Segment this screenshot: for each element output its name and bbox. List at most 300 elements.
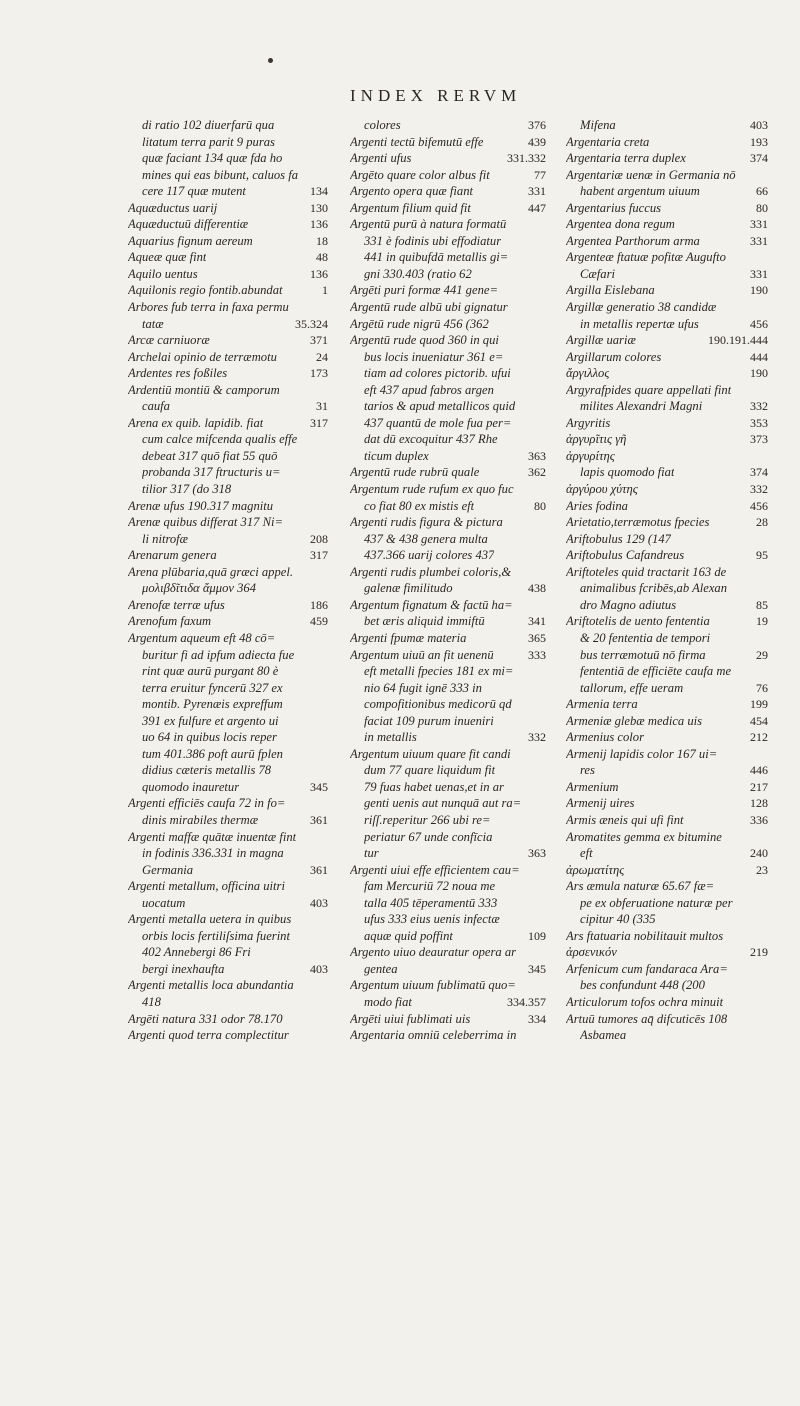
- entry-text: dinis mirabiles thermæ: [142, 812, 259, 827]
- entry-text: genti uenis aut nunquā aut ra=: [364, 796, 522, 811]
- index-entry: [128, 597, 328, 614]
- entry-text: Argentū rude albū ubi gignatur: [350, 300, 508, 315]
- index-entry: [566, 498, 768, 515]
- entry-text: & 20 fententia de tempori: [580, 630, 711, 645]
- entry-text: 331 è fodinis ubi effodiatur: [364, 233, 502, 248]
- entry-text: Arena plūbaria,quā græci appel.: [128, 564, 293, 579]
- entry-text: litatum terra parit 9 puras: [142, 134, 275, 149]
- index-entry: [350, 729, 546, 746]
- entry-text: Armeniæ glebæ medica uis: [566, 713, 703, 728]
- entry-text: ἀργυρίτης: [566, 448, 615, 463]
- index-entry: [350, 746, 546, 763]
- index-entry: [128, 431, 328, 448]
- entry-text: Argentea dona regum: [566, 217, 675, 232]
- entry-page-number: 333: [528, 647, 546, 662]
- entry-text: Arena ex quib. lapidib. fiat: [128, 415, 264, 430]
- index-entry: [566, 249, 768, 266]
- index-entry: [350, 762, 546, 779]
- index-entry: [128, 696, 328, 713]
- index-entry: [350, 183, 546, 200]
- entry-text: mines qui eas bibunt, caluos fa: [142, 167, 299, 182]
- entry-page-number: 23: [756, 862, 768, 877]
- index-entry: [128, 779, 328, 796]
- entry-text: Argentea Parthorum arma: [566, 233, 700, 248]
- index-entry: [566, 762, 768, 779]
- entry-page-number: 217: [750, 779, 768, 794]
- entry-text: Arenarum genera: [128, 548, 217, 563]
- index-entry: [350, 299, 546, 316]
- entry-page-number: 447: [528, 200, 546, 215]
- index-entry: [566, 845, 768, 862]
- entry-page-number: 240: [750, 846, 768, 861]
- index-entry: [350, 431, 546, 448]
- entry-page-number: 136: [310, 266, 328, 281]
- entry-page-number: 331: [750, 217, 768, 232]
- index-entry: [566, 647, 768, 664]
- entry-text: rint quæ aurū purgant 80 è: [142, 664, 279, 679]
- entry-text: co fiat 80 ex mistis eft: [364, 498, 475, 513]
- index-entry: [128, 564, 328, 581]
- entry-page-number: 345: [310, 779, 328, 794]
- entry-text: Argentum uiuum quare fit candi: [350, 746, 511, 761]
- index-entry: [566, 613, 768, 630]
- entry-text: galenæ fimilitudo: [364, 581, 453, 596]
- entry-page-number: 361: [310, 862, 328, 877]
- entry-page-number: 361: [310, 812, 328, 827]
- index-entry: [128, 1011, 328, 1028]
- entry-page-number: 186: [310, 597, 328, 612]
- entry-page-number: 208: [310, 531, 328, 546]
- entry-text: cere 117 quæ mutent: [142, 184, 246, 199]
- index-entry: [350, 663, 546, 680]
- index-entry: [350, 1027, 546, 1044]
- entry-text: Argentum fignatum & factū ha=: [350, 597, 513, 612]
- entry-text: cipitur 40 (335: [580, 912, 656, 927]
- index-entry: [128, 332, 328, 349]
- entry-text: Aquilonis regio fontib.abundat: [128, 283, 283, 298]
- index-entry: [566, 746, 768, 763]
- entry-text: Armenius color: [566, 730, 645, 745]
- index-entry: [350, 134, 546, 151]
- index-entry: [350, 382, 546, 399]
- entry-text: Germania: [142, 862, 194, 877]
- entry-text: ἀργυρῖτις γῆ: [566, 432, 627, 447]
- entry-page-number: 317: [310, 415, 328, 430]
- index-entry: [128, 845, 328, 862]
- entry-page-number: 28: [756, 515, 768, 530]
- index-entry: [566, 829, 768, 846]
- entry-page-number: 456: [750, 498, 768, 513]
- entry-page-number: 341: [528, 614, 546, 629]
- index-entry: [128, 415, 328, 432]
- entry-text: res: [580, 763, 595, 778]
- entry-text: Argenti efficiēs caufa 72 in fo=: [128, 796, 286, 811]
- entry-text: terra eruitur fyncerū 327 ex: [142, 680, 283, 695]
- entry-text: Argenti fpumæ materia: [350, 630, 467, 645]
- entry-page-number: 334.357: [507, 994, 546, 1009]
- entry-page-number: 190: [750, 366, 768, 381]
- entry-text: Aquæductuū differentiæ: [128, 217, 249, 232]
- index-entry: [350, 845, 546, 862]
- entry-text: Ardentiū montiū & camporum: [128, 382, 280, 397]
- index-entry: [350, 696, 546, 713]
- index-entry: [566, 531, 768, 548]
- index-entry: [566, 200, 768, 217]
- index-entry: [566, 316, 768, 333]
- index-entry: [128, 878, 328, 895]
- entry-text: animalibus fcribēs,ab Alexan: [580, 581, 728, 596]
- entry-text: tilior 317 (do 318: [142, 482, 232, 497]
- entry-page-number: 173: [310, 366, 328, 381]
- entry-page-number: 212: [750, 730, 768, 745]
- entry-text: lapis quomodo fiat: [580, 465, 675, 480]
- entry-page-number: 18: [316, 233, 328, 248]
- entry-page-number: 371: [310, 333, 328, 348]
- index-entry: [350, 332, 546, 349]
- index-entry: [350, 233, 546, 250]
- entry-page-number: 190: [750, 283, 768, 298]
- index-entry: [350, 316, 546, 333]
- index-entry: [566, 382, 768, 399]
- entry-text: caufa: [142, 399, 170, 414]
- entry-page-number: 446: [750, 763, 768, 778]
- index-column-3: [566, 117, 768, 1044]
- index-entry: [128, 944, 328, 961]
- index-entry: [566, 365, 768, 382]
- entry-text: Argilla Eislebana: [566, 283, 655, 298]
- index-entry: [350, 911, 546, 928]
- entry-text: montib. Pyrenæis expreffum: [142, 697, 283, 712]
- entry-text: tum 401.386 poft aurū fplen: [142, 746, 283, 761]
- entry-text: Argentarius fuccus: [566, 200, 662, 215]
- entry-text: in metallis: [364, 730, 417, 745]
- entry-text: Argenti metalla uetera in quibus: [128, 912, 292, 927]
- entry-page-number: 403: [310, 961, 328, 976]
- entry-page-number: 456: [750, 316, 768, 331]
- index-entry: [128, 514, 328, 531]
- entry-text: gentea: [364, 961, 398, 976]
- entry-page-number: 345: [528, 961, 546, 976]
- entry-text: Ariftoteles quid tractarit 163 de: [566, 564, 727, 579]
- index-entry: [350, 713, 546, 730]
- index-entry: [350, 564, 546, 581]
- entry-text: Armis æneis qui ufi fint: [566, 812, 684, 827]
- entry-page-number: 454: [750, 713, 768, 728]
- entry-text: ticum duplex: [364, 448, 429, 463]
- entry-page-number: 77: [534, 167, 546, 182]
- entry-text: 418: [142, 994, 161, 1009]
- index-entry: [128, 266, 328, 283]
- index-entry: [128, 829, 328, 846]
- entry-text: Argenti ufus: [350, 151, 412, 166]
- entry-page-number: 332: [750, 482, 768, 497]
- index-entry: [566, 580, 768, 597]
- index-entry: [128, 316, 328, 333]
- index-entry: [566, 134, 768, 151]
- index-entry: [566, 994, 768, 1011]
- index-entry: [128, 481, 328, 498]
- entry-text: faciat 109 purum inueniri: [364, 713, 494, 728]
- entry-text: quæ faciant 134 quæ fda ho: [142, 151, 283, 166]
- entry-text: 402 Annebergi 86 Fri: [142, 945, 251, 960]
- index-entry: [350, 547, 546, 564]
- index-entry: [128, 117, 328, 134]
- entry-text: uocatum: [142, 895, 186, 910]
- index-entry: [566, 680, 768, 697]
- entry-page-number: 134: [310, 184, 328, 199]
- entry-text: 79 fuas habet uenas,et in ar: [364, 779, 504, 794]
- index-entry: [350, 200, 546, 217]
- entry-page-number: 336: [750, 812, 768, 827]
- entry-text: Argenti maffæ quātæ inuentæ fint: [128, 829, 297, 844]
- index-entry: [128, 233, 328, 250]
- index-entry: [350, 266, 546, 283]
- entry-page-number: 95: [756, 548, 768, 563]
- index-entry: [350, 580, 546, 597]
- entry-page-number: 353: [750, 415, 768, 430]
- entry-text: Ars æmula naturæ 65.67 fæ=: [566, 879, 715, 894]
- index-entry: [350, 961, 546, 978]
- entry-text: μολιβδῖτιδα ἄμμον 364: [142, 581, 256, 596]
- entry-text: Armenia terra: [566, 697, 638, 712]
- entry-text: didius cæteris metallis 78: [142, 763, 272, 778]
- entry-page-number: 365: [528, 630, 546, 645]
- index-entry: [566, 944, 768, 961]
- entry-text: Argento opera quæ fiant: [350, 184, 474, 199]
- entry-text: Cæfari: [580, 266, 615, 281]
- index-entry: [350, 895, 546, 912]
- index-entry: [350, 448, 546, 465]
- entry-text: eft: [580, 846, 593, 861]
- entry-text: Argēto quare color albus fit: [350, 167, 490, 182]
- entry-page-number: 332: [528, 730, 546, 745]
- entry-text: Argillæ uariæ: [566, 333, 636, 348]
- entry-text: Argentaria omniū celeberrima in: [350, 1028, 517, 1043]
- entry-page-number: 331: [750, 233, 768, 248]
- entry-text: eft metalli fpecies 181 ex mi=: [364, 664, 514, 679]
- entry-text: ἀρωματίτης: [566, 862, 625, 877]
- entry-text: Aries fodina: [566, 498, 628, 513]
- index-entry: [350, 216, 546, 233]
- index-entry: [566, 266, 768, 283]
- entry-text: fententiā de efficiēte caufa me: [580, 664, 732, 679]
- entry-page-number: 1: [322, 283, 328, 298]
- entry-text: habent argentum uiuum: [580, 184, 700, 199]
- entry-page-number: 459: [310, 614, 328, 629]
- entry-text: Argēti uiui fublimati uis: [350, 1011, 471, 1026]
- entry-text: Arenæ quibus differat 317 Ni=: [128, 515, 283, 530]
- index-entry: [128, 216, 328, 233]
- index-entry: [128, 1027, 328, 1044]
- index-entry: [128, 630, 328, 647]
- index-entry: [566, 812, 768, 829]
- index-entry: [128, 680, 328, 697]
- index-entry: [566, 713, 768, 730]
- entry-text: Aqueæ quæ fint: [128, 250, 207, 265]
- entry-text: colores: [364, 118, 401, 132]
- entry-text: Archelai opinio de terræmotu: [128, 349, 277, 364]
- entry-text: tarios & apud metallicos quid: [364, 399, 516, 414]
- index-entry: [350, 878, 546, 895]
- index-entry: [128, 729, 328, 746]
- index-entry: [128, 349, 328, 366]
- index-entry: [566, 928, 768, 945]
- entry-text: Arfenicum cum fandaraca Ara=: [566, 961, 728, 976]
- index-entry: [566, 597, 768, 614]
- entry-page-number: 31: [316, 399, 328, 414]
- index-entry: [566, 150, 768, 167]
- entry-page-number: 193: [750, 134, 768, 149]
- index-entry: [128, 531, 328, 548]
- entry-text: Argentaria creta: [566, 134, 650, 149]
- index-entry: [566, 795, 768, 812]
- entry-text: Argentaria terra duplex: [566, 151, 686, 166]
- index-entry: [566, 233, 768, 250]
- entry-text: Argenti metallum, officina uitri: [128, 879, 285, 894]
- entry-text: milites Alexandri Magni: [580, 399, 703, 414]
- index-entry: [128, 762, 328, 779]
- entry-text: Mifena: [580, 118, 616, 132]
- entry-text: Argenti rudis figura & pictura: [350, 515, 503, 530]
- index-entry: [350, 680, 546, 697]
- entry-text: uo 64 in quibus locis reper: [142, 730, 277, 745]
- index-entry: [128, 282, 328, 299]
- entry-text: dum 77 quare liquidum fit: [364, 763, 496, 778]
- index-entry: [566, 448, 768, 465]
- entry-page-number: 439: [528, 134, 546, 149]
- index-entry: [566, 630, 768, 647]
- entry-text: buritur fi ad ipfum adiecta fue: [142, 647, 295, 662]
- entry-text: bet æris aliquid immiftū: [364, 614, 485, 629]
- entry-page-number: 136: [310, 217, 328, 232]
- entry-text: Arenæ ufus 190.317 magnitu: [128, 498, 274, 513]
- index-entry: [350, 613, 546, 630]
- index-entry: [128, 448, 328, 465]
- entry-page-number: 332: [750, 399, 768, 414]
- index-entry: [566, 299, 768, 316]
- entry-text: Arbores fub terra in faxa permu: [128, 300, 289, 315]
- entry-text: Argenti quod terra complectitur: [128, 1028, 289, 1043]
- index-entry: [350, 944, 546, 961]
- entry-text: aquæ quid poffint: [364, 928, 453, 943]
- entry-page-number: 373: [750, 432, 768, 447]
- index-entry: [566, 878, 768, 895]
- index-entry: [350, 1011, 546, 1028]
- entry-text: Aquæductus uarij: [128, 200, 218, 215]
- entry-text: Aquarius fignum aereum: [128, 233, 253, 248]
- index-entry: [566, 663, 768, 680]
- index-entry: [566, 183, 768, 200]
- index-entry: [566, 216, 768, 233]
- entry-page-number: 29: [756, 647, 768, 662]
- entry-page-number: 374: [750, 465, 768, 480]
- index-entry: [128, 398, 328, 415]
- entry-text: Ars ftatuaria nobilitauit multos: [566, 928, 724, 943]
- entry-page-number: 190.191.444: [708, 333, 768, 348]
- index-entry: [128, 795, 328, 812]
- index-entry: [566, 977, 768, 994]
- entry-page-number: 130: [310, 200, 328, 215]
- index-entry: [350, 282, 546, 299]
- entry-page-number: 331.332: [507, 151, 546, 166]
- entry-page-number: 80: [534, 498, 546, 513]
- entry-text: Arcæ carniuoræ: [128, 333, 210, 348]
- entry-text: periatur 67 unde confīcia: [364, 829, 493, 844]
- entry-page-number: 374: [750, 151, 768, 166]
- entry-text: talla 405 tēperamentū 333: [364, 895, 498, 910]
- index-entry: [128, 895, 328, 912]
- index-entry: [350, 481, 546, 498]
- index-entry: [350, 779, 546, 796]
- entry-text: Argento uiuo deauratur opera ar: [350, 945, 517, 960]
- index-entry: [566, 349, 768, 366]
- index-entry: [128, 580, 328, 597]
- index-entry: [128, 663, 328, 680]
- index-entry: [566, 431, 768, 448]
- index-entry: [566, 779, 768, 796]
- entry-text: bergi inexhaufta: [142, 961, 225, 976]
- entry-text: Argentū purū à natura formatū: [350, 217, 507, 232]
- index-entry: [350, 365, 546, 382]
- entry-page-number: 403: [310, 895, 328, 910]
- index-entry: [566, 481, 768, 498]
- index-entry: [128, 498, 328, 515]
- index-entry: [350, 514, 546, 531]
- index-entry: [350, 117, 546, 134]
- index-entry: [350, 498, 546, 515]
- entry-text: bus terræmotuū nō firma: [580, 647, 706, 662]
- entry-text: Argentum aqueum eft 48 cō=: [128, 630, 276, 645]
- index-entry: [350, 597, 546, 614]
- entry-text: li nitrofæ: [142, 531, 189, 546]
- index-entry: [566, 862, 768, 879]
- entry-page-number: 376: [528, 118, 546, 132]
- index-entry: [350, 630, 546, 647]
- index-entry: [128, 365, 328, 382]
- index-entry: [350, 464, 546, 481]
- entry-text: Artuū tumores aq̄ difcuticēs 108: [566, 1011, 728, 1026]
- entry-page-number: 48: [316, 250, 328, 265]
- index-entry: [128, 911, 328, 928]
- index-entry: [566, 564, 768, 581]
- entry-text: 437 quantū de mole fua per=: [364, 415, 512, 430]
- entry-page-number: 19: [756, 614, 768, 629]
- entry-text: Argentum rude rufum ex quo fuc: [350, 482, 514, 497]
- entry-text: gni 330.403 (ratio 62: [364, 266, 472, 281]
- entry-text: 441 in quibufdā metallis gi=: [364, 250, 509, 265]
- entry-text: Argenti uiui effe efficientem cau=: [350, 862, 520, 877]
- entry-page-number: 109: [528, 928, 546, 943]
- index-entry: [350, 150, 546, 167]
- index-entry: [350, 977, 546, 994]
- entry-text: Armenium: [566, 779, 619, 794]
- entry-text: Argentū rude quod 360 in qui: [350, 333, 499, 348]
- entry-text: Argentariæ uenæ in Germania nō: [566, 167, 736, 182]
- index-entry: [128, 746, 328, 763]
- index-entry: [350, 349, 546, 366]
- entry-text: dro Magno adiutus: [580, 597, 677, 612]
- index-entry: [566, 117, 768, 134]
- index-entry: [128, 961, 328, 978]
- index-entry: [350, 415, 546, 432]
- index-column-2: [350, 117, 546, 1044]
- entry-text: Arenofum faxum: [128, 614, 212, 629]
- entry-text: debeat 317 quō fiat 55 quō: [142, 448, 278, 463]
- entry-text: nio 64 fugit ignē 333 in: [364, 680, 482, 695]
- index-entry: [566, 464, 768, 481]
- index-entry: [350, 531, 546, 548]
- index-entry: [128, 134, 328, 151]
